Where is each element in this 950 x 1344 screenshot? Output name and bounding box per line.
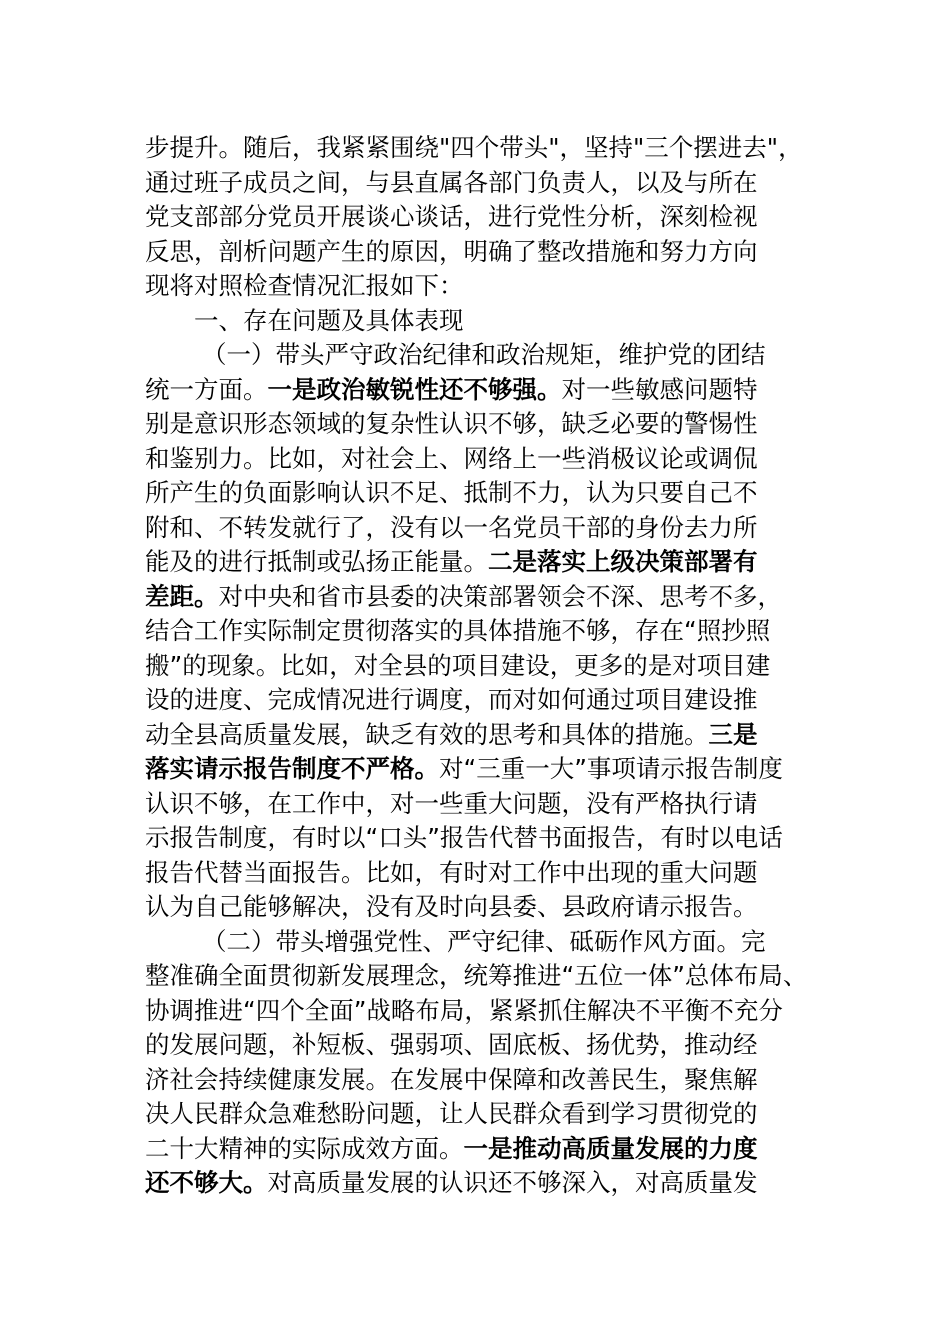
body-text: 附和、不转发就行了，没有以一名党员干部的身份去力所	[145, 512, 758, 542]
body-text: 搬”的现象。比如，对全县的项目建设，更多的是对项目建	[145, 650, 771, 680]
text-line	[145, 1028, 835, 1063]
body-text: 二十大精神的实际成效方面。	[145, 1133, 464, 1163]
body-text: 统一方面。	[145, 374, 268, 404]
body-text: 认为自己能够解决，没有及时向县委、县政府请示报告。	[145, 892, 758, 921]
text-line	[145, 649, 835, 684]
body-text: 对中央和省市县委的决策部署领会不深、思考不多，	[218, 581, 782, 611]
body-text: 反思，剖析问题产生的原因，明确了整改措施和努力方向	[145, 236, 758, 266]
body-text: 一、存在问题及具体表现	[194, 305, 464, 335]
bold-heading-text: 三是	[708, 719, 758, 749]
text-line	[145, 338, 835, 373]
body-text: 协调推进“四个全面”战略布局，紧紧抓住解决不平衡不充分	[145, 995, 783, 1025]
bold-heading-text: 落实请示报告制度不严格。	[145, 754, 439, 783]
text-line	[145, 235, 835, 270]
body-text: （二）带头增强党性、严守纪律、砥砺作风方面。完	[202, 926, 766, 956]
body-text: 设的进度、完成情况进行调度，而对如何通过项目建设推	[145, 685, 758, 714]
text-line	[145, 752, 835, 787]
text-line	[145, 787, 835, 822]
body-text: 能及的进行抵制或弘扬正能量。	[145, 547, 488, 576]
bold-heading-text: 一是推动高质量发展的力度	[463, 1133, 758, 1163]
text-line	[145, 718, 835, 753]
text-line	[145, 683, 835, 718]
document-body	[145, 131, 835, 1201]
bold-heading-text: 一是政治敏锐性还不够强。	[267, 374, 562, 404]
text-line	[145, 1097, 835, 1132]
body-text: 报告代替当面报告。比如，有时对工作中出现的重大问题	[145, 857, 758, 887]
text-line	[145, 614, 835, 649]
body-text: 对一些敏感问题特	[561, 374, 758, 404]
body-text: 所产生的负面影响认识不足、抵制不力，认为只要自己不	[145, 478, 758, 507]
body-text: 对“三重一大”事项请示报告制度	[439, 754, 783, 783]
bold-heading-text: 差距。	[145, 581, 219, 611]
text-line	[145, 545, 835, 580]
bold-heading-text: 还不够大。	[145, 1168, 268, 1197]
body-text: （一）带头严守政治纪律和政治规矩，维护党的团结	[202, 340, 766, 369]
text-line	[145, 994, 835, 1029]
body-text: 决人民群众急难愁盼问题，让人民群众看到学习贯彻党的	[145, 1099, 758, 1128]
body-text: 动全县高质量发展，缺乏有效的思考和具体的措施。	[145, 719, 709, 749]
text-line	[145, 890, 835, 925]
body-text: 济社会持续健康发展。在发展中保障和改善民生，聚焦解	[145, 1064, 758, 1094]
text-line	[145, 200, 835, 235]
text-line	[145, 166, 835, 201]
text-line	[145, 269, 835, 304]
text-line	[145, 1132, 835, 1167]
body-text: 认识不够，在工作中，对一些重大问题，没有严格执行请	[145, 788, 758, 818]
body-text: 示报告制度，有时以“口头”报告代替书面报告，有时以电话	[145, 823, 783, 852]
text-line	[145, 856, 835, 891]
text-line	[145, 476, 835, 511]
text-line	[145, 442, 835, 477]
text-line	[145, 373, 835, 408]
body-text: 对高质量发展的认识还不够深入，对高质量发	[267, 1168, 758, 1197]
text-line	[145, 1063, 835, 1098]
body-text: 党支部部分党员开展谈心谈话，进行党性分析，深刻检视	[145, 202, 758, 231]
body-text: 别是意识形态领域的复杂性认识不够，缺乏必要的警惕性	[145, 409, 758, 438]
text-line	[145, 1166, 835, 1201]
bold-heading-text: 二是落实上级决策部署有	[488, 547, 758, 576]
text-line	[145, 131, 835, 166]
text-line	[145, 407, 835, 442]
body-text: 和鉴别力。比如，对社会上、网络上一些消极议论或调侃	[145, 443, 758, 473]
body-text: 整准确全面贯彻新发展理念，统筹推进“五位一体”总体布局、	[145, 961, 808, 990]
body-text: 的发展问题，补短板、强弱项、固底板、扬优势，推动经	[145, 1030, 758, 1059]
text-line	[145, 304, 835, 339]
text-line	[145, 959, 835, 994]
body-text: 现将对照检查情况汇报如下：	[145, 271, 464, 300]
text-line	[145, 925, 835, 960]
text-line	[145, 580, 835, 615]
body-text: 步提升。随后，我紧紧围绕"四个带头"，坚持"三个摆进去"，	[145, 133, 803, 162]
text-line	[145, 821, 835, 856]
text-line	[145, 511, 835, 546]
body-text: 结合工作实际制定贯彻落实的具体措施不够，存在“照抄照	[145, 616, 771, 645]
body-text: 通过班子成员之间，与县直属各部门负责人，以及与所在	[145, 167, 758, 197]
